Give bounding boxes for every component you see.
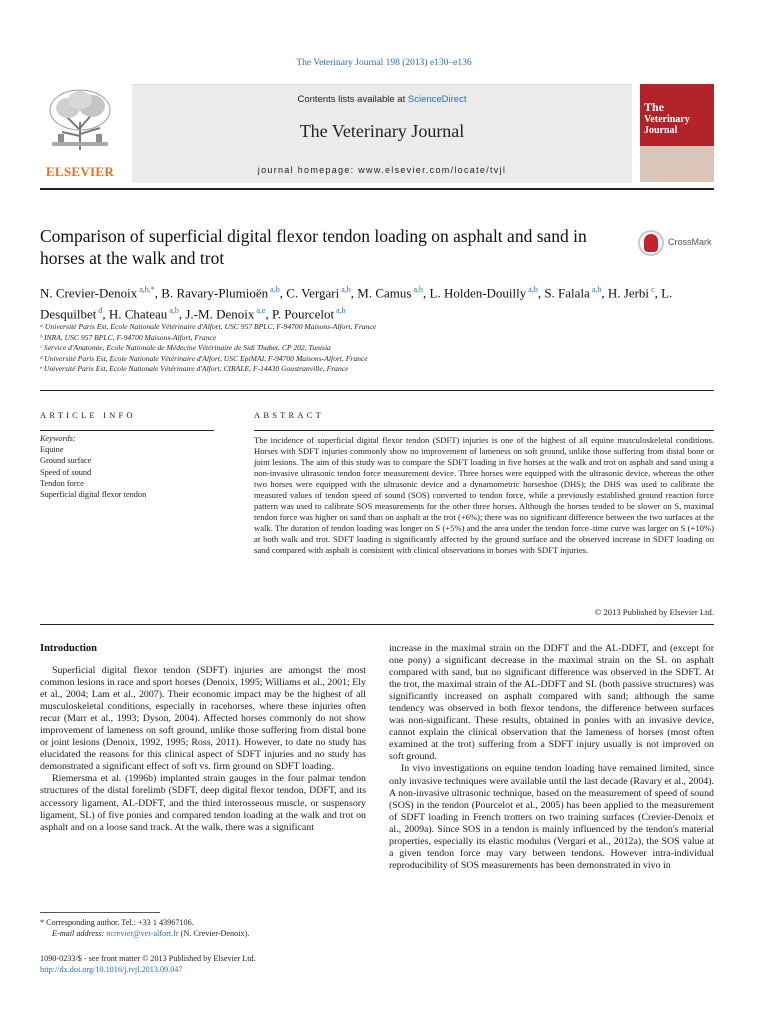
author-affiliation-marker[interactable]: a,e bbox=[254, 306, 266, 316]
author-separator: , bbox=[350, 285, 358, 301]
author-name[interactable]: J.-M. Denoix bbox=[185, 306, 255, 322]
masthead-rule bbox=[40, 188, 714, 190]
abstract-rule bbox=[254, 430, 714, 431]
keyword-item: Superficial digital flexor tendon bbox=[40, 490, 147, 500]
body-paragraph: increase in the maximal strain on the DDFT and the AL-DDFT, and (except for one pony) a significant decrease in the maximal strain on the SL on asphalt compared with sand, but no significant difference was observed in the SDFT. At the trot, the maximal strain of the AL-DDFT and SL (both passive structures) was significantly increased on asphalt compared with sand; although the same tendency was observed in both flexor tendons, the difference between surfaces was non-significant. These results, obtained in ponies with an invasive device, cannot explain the clinical observation that the lameness of horses (most often examined at the trot) suffering from a SDFT injury usually is not improved on soft ground. bbox=[389, 643, 714, 763]
elsevier-logo bbox=[40, 84, 120, 182]
doi-link[interactable]: http://dx.doi.org/10.1016/j.tvjl.2013.09.047 bbox=[40, 965, 183, 974]
section-rule bbox=[40, 390, 714, 391]
body-paragraph: In vivo investigations on equine tendon loading have remained limited, since only invasive techniques were available until the last decade (Ravary et al., 2004). A non-invasive ultrasonic technique, based on the measurement of speed of sound (SOS) in the tendon (Pourcelot et al., 2005) has been applied to the measurement of SDFT loading in French trotters on two training surfaces (Crevier-Denoix et al., 2009a). Since SOS in a tendon is mainly influenced by the tendon's material properties, especially its elastic modulus (Vergari et al., 2012a), the SOS value at a given tendon force may vary between tendons. However intra-individual reproducibility of SOS measurements has been demonstrated in vivo in bbox=[389, 763, 714, 871]
author-affiliation-marker[interactable]: a,b bbox=[339, 285, 351, 294]
author-affiliation-marker[interactable]: a,b,* bbox=[137, 285, 155, 294]
issn-block bbox=[40, 953, 370, 975]
author-separator: , bbox=[178, 306, 186, 322]
abstract-heading: ABSTRACT bbox=[254, 410, 324, 420]
contents-line bbox=[132, 94, 632, 105]
keyword-item: Speed of sound bbox=[40, 467, 92, 477]
author-name[interactable]: H. Jerbi bbox=[607, 285, 650, 301]
abstract-bottom-rule bbox=[40, 624, 714, 625]
author-name[interactable]: P. Pourcelot bbox=[271, 306, 335, 322]
author-name[interactable]: L. Holden-Douilly bbox=[429, 285, 527, 301]
sciencedirect-link[interactable]: ScienceDirect bbox=[407, 94, 467, 105]
affiliation-line: ᵇ INRA, USC 957 BPLC, F-94700 Maisons-Alfort, France bbox=[40, 332, 217, 342]
author-name[interactable]: S. Falala bbox=[544, 285, 590, 301]
author-separator: , bbox=[279, 285, 287, 301]
body-paragraph: Riemersma et al. (1996b) implanted strain gauges in the four palmar tendon structures of the distal forelimb (SDFT, deep digital flexor tendon, DDFT, and its accessory ligament, AL-DDFT, and the third interosseous muscle, or suspensory ligament, SL) of five ponies and compared tendon loading at the walk and trot on asphalt and on a loose sand track. At the walk, there was a significant bbox=[40, 773, 366, 833]
keyword-item: Ground surface bbox=[40, 456, 92, 466]
author-affiliation-marker[interactable]: a,b bbox=[411, 285, 423, 294]
author-separator: , bbox=[265, 306, 272, 322]
contents-prefix: Contents lists available at bbox=[297, 94, 408, 105]
author-name[interactable]: H. Chateau bbox=[108, 306, 168, 322]
author-name[interactable]: B. Ravary-Plumioën bbox=[161, 285, 269, 301]
keyword-item: Tendon force bbox=[40, 478, 84, 488]
author-name[interactable]: N. Crevier-Denoix bbox=[40, 285, 138, 301]
crossmark-bookmark-icon bbox=[644, 234, 658, 252]
author-name[interactable]: L. Desquilbet bbox=[40, 285, 673, 322]
author-affiliation-marker[interactable]: a,b bbox=[268, 285, 280, 294]
issn-line: 1090-0233/$ - see front matter © 2013 Published by Elsevier Ltd. bbox=[40, 954, 256, 963]
journal-name: The Veterinary Journal bbox=[299, 121, 465, 141]
keyword-list bbox=[40, 444, 214, 500]
author-name[interactable]: C. Vergari bbox=[286, 285, 340, 301]
author-name[interactable]: M. Camus bbox=[357, 285, 412, 301]
author-separator: , bbox=[154, 285, 162, 301]
journal-cover-thumbnail[interactable] bbox=[640, 84, 714, 182]
footnote-rule bbox=[40, 912, 160, 913]
email-label: E-mail address: bbox=[52, 929, 105, 938]
author-affiliation-marker[interactable]: a,b bbox=[526, 285, 538, 294]
cover-image-band bbox=[640, 146, 714, 182]
cover-title-line2: Veterinary Journal bbox=[644, 114, 690, 136]
author-separator: , bbox=[654, 285, 662, 301]
author-affiliation-marker[interactable]: d bbox=[96, 306, 103, 316]
email-line bbox=[40, 928, 370, 939]
body-column-left bbox=[40, 665, 366, 834]
keywords-block bbox=[40, 433, 214, 500]
journal-homepage[interactable]: journal homepage: www.elsevier.com/locate/tvjl bbox=[257, 165, 507, 175]
affiliation-line: ᵈ Université Paris Est, Ecole Nationale Vétérinaire d'Alfort, USC EpiMAI, F-94700 Maisons-Alfort, France bbox=[40, 353, 368, 363]
affiliation-line: ᵉ Université Paris Est, Ecole Nationale Vétérinaire d'Alfort, CIRALE, F-14430 Goustranville, France bbox=[40, 364, 349, 373]
author-separator: , bbox=[423, 285, 430, 301]
journal-citation[interactable]: The Veterinary Journal 198 (2013) e130–e136 bbox=[296, 58, 472, 68]
article-info-heading: ARTICLE INFO bbox=[40, 410, 136, 420]
abstract-copyright: © 2013 Published by Elsevier Ltd. bbox=[594, 607, 714, 617]
article-info-rule bbox=[40, 430, 214, 431]
body-paragraph: Superficial digital flexor tendon (SDFT) injuries are amongst the most common lesions in race and sport horses (Denoix, 1995; Williams et al., 2001; Ely et al., 2004; Lam et al., 2007). Their economic impact may be the highest of all musculoskeletal conditions, especially in racehorses, where these injuries often recur (Marr et al., 1993; Dyson, 2004). Affected horses commonly do not show improvement of lameness on soft ground, unlike those suffering from distal bone or joint lesions (Denoix, 1992, 1995; Ross, 2011). However, to date no study has elucidated the reasons for this clinical aspect of SDFT injuries and no study has demonstrated a significant effect of soft vs. firm ground on SDFT loading. bbox=[40, 665, 366, 773]
author-list bbox=[40, 281, 720, 324]
email-suffix: (N. Crevier-Denoix). bbox=[178, 929, 250, 938]
affiliation-line: ᶜ Service d'Anatomie, Ecole Nationale de Médecine Vétérinaire de Sidi Thabet, CP 202, Tunisia bbox=[40, 343, 331, 352]
body-column-right bbox=[389, 643, 714, 872]
keyword-item: Equine bbox=[40, 445, 64, 455]
author-affiliation-marker[interactable]: c bbox=[649, 285, 655, 294]
author-affiliation-marker[interactable]: a,b bbox=[334, 306, 346, 316]
author-affiliation-marker[interactable]: a,b bbox=[589, 285, 602, 294]
author-affiliation-marker[interactable]: a,b bbox=[167, 306, 179, 316]
crossmark-button[interactable] bbox=[638, 230, 718, 258]
affiliation-line: ᵃ Université Paris Est, Ecole Nationale Vétérinaire d'Alfort, USC 957 BPLC, F-94700 Maisons-Alfort, France bbox=[40, 322, 377, 331]
author-separator: , bbox=[102, 306, 109, 322]
cover-title-line1: The bbox=[644, 100, 665, 114]
corresponding-author-line: * Corresponding author. Tel.: +33 1 43967106. bbox=[40, 918, 194, 927]
masthead bbox=[40, 84, 714, 184]
affiliations bbox=[40, 322, 720, 375]
corresponding-author-footnote bbox=[40, 917, 370, 939]
author-separator: , bbox=[601, 285, 608, 301]
elsevier-wordmark: ELSEVIER bbox=[45, 164, 115, 179]
author-separator: , bbox=[537, 285, 545, 301]
keywords-label: Keywords: bbox=[40, 434, 76, 443]
journal-band bbox=[132, 84, 632, 183]
email-link[interactable]: ncrevier@vet-alfort.fr bbox=[106, 929, 179, 938]
introduction-heading: Introduction bbox=[40, 643, 97, 654]
abstract-text: The incidence of superficial digital flexor tendon (SDFT) injuries is one of the highest of all equine musculoskeletal conditions. Horses with SDFT injuries commonly show no improvement of lameness on soft ground, unlike those suffering from distal bone or joint lesions. The aim of this study was to compare the SDFT loading in five horses at the walk and trot on asphalt and sand using a non-invasive ultrasonic tendon force measurement device. Three horses were equipped with the ultrasonic device, whereas the other two horses were equipped with the ultrasonic device and a dynamometric horseshoe (DHS); the DHS was used to calibrate the measured values of tendon speed of sound (SOS) converted to tendon force, while a previously established ground reaction force pattern was used to calibrate SOS measurements for the other three horses. Although the horses tended to be slower on S, maximal tendon force was higher on sand than on asphalt at the trot (+6%); there was no significant difference between the two surfaces at the walk. The duration of tendon loading was longer on S (+5%) and the area under the tendon force–time curve was larger on S (+10%) at both walk and trot. SDFT loading is significantly affected by the ground surface and the observed increase in SDFT loading on sand compared with asphalt is consistent with clinical observations in horses with SDFT injuries. bbox=[254, 435, 714, 555]
crossmark-label: CrossMark bbox=[668, 237, 712, 247]
elsevier-tree-icon bbox=[44, 86, 116, 152]
article-title: Comparison of superficial digital flexor tendon loading on asphalt and sand in horses at the walk and trot bbox=[40, 226, 587, 268]
